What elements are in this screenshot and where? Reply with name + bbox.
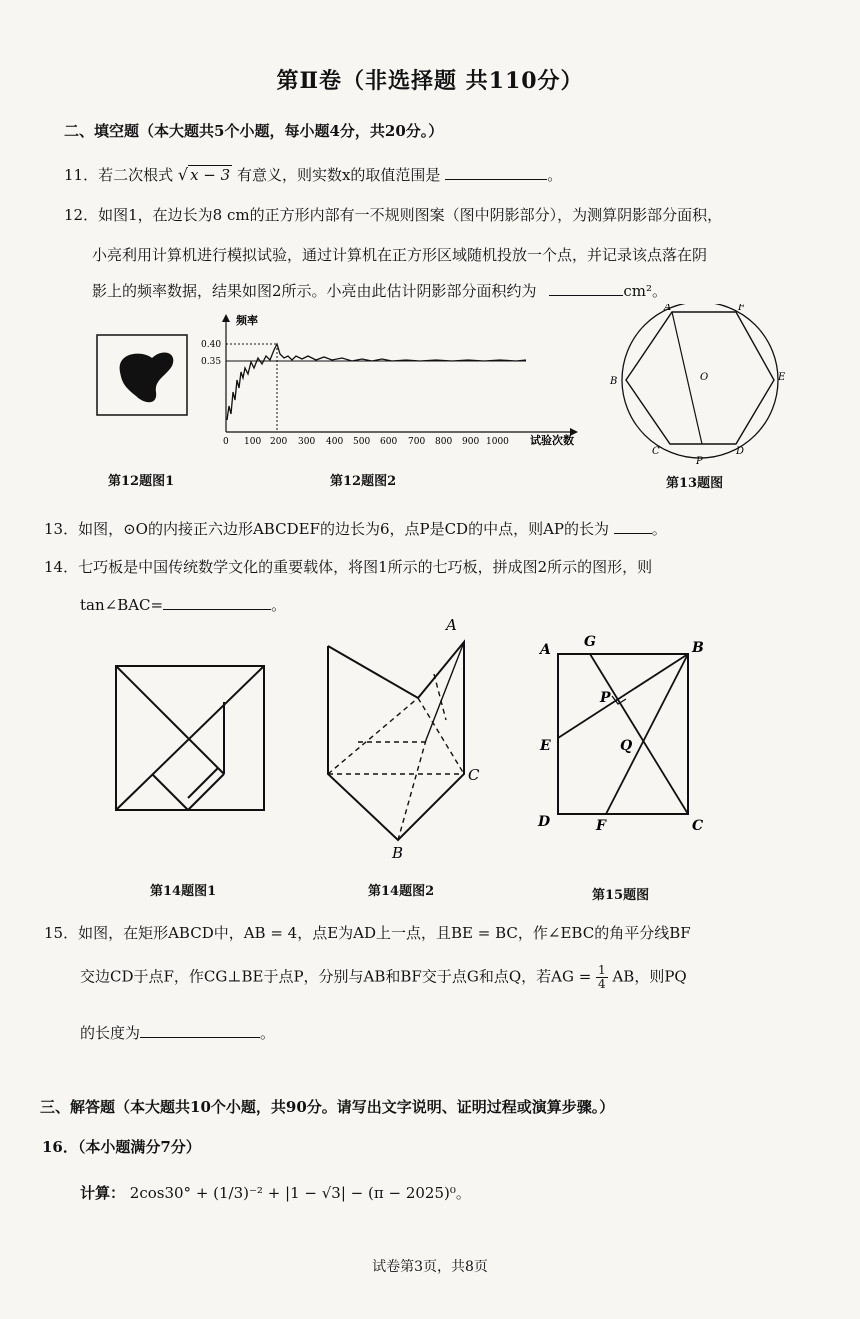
q13-end: 。 [651,520,667,538]
fraction-one-quarter [596,964,608,991]
x-tick: 700 [408,437,426,447]
x-tick: 0 [223,437,229,447]
figure-14-1 [114,664,270,816]
caption-13: 第13题图 [666,476,724,491]
q15-line2a: 交边CD于点F，作CG⊥BE于点P，分别与AB和BF交于点G和点Q，若AG = [80,967,592,986]
x-tick: 900 [462,437,480,447]
segments [558,654,688,814]
q12-unit: cm²。 [623,282,667,300]
label-b: B [610,376,618,387]
label-c: C [468,766,480,784]
section-title: 第Ⅱ卷（非选择题 共110分） [276,68,584,94]
x-tick: 400 [326,437,344,447]
outline [328,642,464,840]
label-a: A [664,304,672,313]
tangram-lines [116,666,264,810]
label-c: C [692,818,704,834]
y-tick-035: 0.35 [201,357,222,367]
caption-12-2: 第12题图2 [330,474,397,489]
tangram-line [188,738,218,768]
question-14-line1: 14．七巧板是中国传统数学文化的重要载体，将图1所示的七巧板，拼成图2所示的图形，则 [44,558,653,576]
question-13 [44,518,667,540]
question-16-heading: 16．（本小题满分7分） [42,1138,201,1156]
caption-14-2: 第14题图2 [368,884,435,899]
segment-bf [606,654,688,814]
q12-line3-text: 影上的频率数据，结果如图2所示。小亮由此估计阴影部分面积约为 [92,282,537,300]
label-d: D [538,814,551,830]
label-e: E [778,372,786,383]
frac-denominator: 4 [598,977,606,991]
q15-line2b: AB，则PQ [612,967,687,986]
sqrt-symbol: √ [177,165,189,184]
caption-14-1: 第14题图1 [150,884,217,899]
q16-expression: 2cos30° + (1/3)⁻² + |1 − √3| − (π − 2025)⁰。 [129,1184,471,1202]
figure-12-2-chart [196,310,606,450]
question-12-line1: 12．如图1，在边长为8 cm的正方形内部有一不规则图案（图中阴影部分），为测算阴影部分面积， [64,206,723,224]
question-15-line3 [80,1022,275,1044]
label-d: D [736,446,745,457]
label-b: B [392,844,404,862]
page-footer: 试卷第3页，共8页 [372,1259,488,1275]
rect [558,654,688,814]
label-p: P [600,690,611,706]
label-p: P [696,456,703,467]
answer-blank [614,519,652,534]
caption-12-1: 第12题图1 [108,474,175,489]
q14-end: 。 [271,596,287,614]
label-q: Q [620,738,633,754]
figure-13 [606,304,796,470]
q13-text: 13．如图，⊙O的内接正六边形ABCDEF的边长为6，点P是CD的中点，则AP的长为 [44,520,610,538]
x-tick: 800 [435,437,453,447]
fig13-labels [609,304,786,467]
segment-ap [672,312,702,444]
shaded-pattern [120,352,174,402]
label-a: A [540,642,551,658]
q11-end: 。 [547,166,563,184]
dashed-lines [328,674,464,840]
question-14-line2 [80,594,286,616]
fig15-labels [537,634,704,834]
dashed [328,698,418,774]
q15-end: 。 [260,1024,276,1042]
question-15-line2 [80,964,687,991]
label-b: B [692,640,704,656]
answer-blank [445,165,547,180]
figure-14-2 [318,614,490,864]
label-f: F [738,304,745,313]
fig14-2-labels [391,616,480,862]
x-tick: 300 [298,437,316,447]
y-arrow [222,314,230,322]
label-g: G [584,634,596,650]
q11-radicand: x − 3 [190,166,231,184]
label-c: C [652,446,660,457]
outline-path [328,642,464,840]
x-tick: 600 [380,437,398,447]
q16-calc-label: 计算： [80,1184,126,1202]
x-tick: 500 [353,437,371,447]
q15-line3-text: 的长度为 [80,1024,141,1042]
y-tick-040: 0.40 [201,340,222,350]
q11-prefix: 11．若二次根式 [64,166,174,184]
x-tick: 1000 [486,437,509,447]
inner-line [426,642,464,740]
label-f: F [596,818,606,834]
question-12-line3 [92,280,667,302]
x-axis-label: 试验次数 [530,434,574,447]
tangram-line [116,666,188,738]
q11-suffix: 有意义，则实数x的取值范围是 [236,166,441,184]
y-axis-label: 频率 [236,314,258,327]
caption-15: 第15题图 [592,888,650,903]
x-ticks [223,437,509,447]
segment-be [558,654,688,738]
section3-heading: 三、解答题（本大题共10个小题，共90分。请写出文字说明、证明过程或演算步骤。） [40,1098,615,1116]
label-o: O [700,372,709,383]
figure-12-1 [96,334,190,418]
frac-numerator: 1 [598,963,606,977]
x-tick: 100 [244,437,262,447]
question-16-calc [80,1182,471,1204]
answer-blank [549,281,623,296]
dashed [418,698,464,774]
segment-gc [590,654,688,814]
question-12-line2: 小亮利用计算机进行模拟试验，通过计算机在正方形区域随机投放一个点，并记录该点落在阴 [92,246,708,264]
section2-heading: 二、填空题（本大题共5个小题，每小题4分，共20分。） [64,122,444,140]
question-11 [64,164,562,186]
answer-blank [140,1023,260,1038]
answer-blank [163,595,271,610]
frequency-curve [227,344,526,420]
label-e: E [540,738,551,754]
question-15-line1: 15．如图，在矩形ABCD中，AB = 4，点E为AD上一点，且BE = BC，作∠EBC的角平分线BF [44,924,691,942]
figure-15 [534,632,724,842]
rectangle-abcd [558,654,688,814]
tangram-line [152,774,188,810]
tangram-line [188,768,218,798]
label-a: A [446,616,457,634]
x-tick: 200 [270,437,288,447]
q14-tan: tan∠BAC= [80,596,164,614]
